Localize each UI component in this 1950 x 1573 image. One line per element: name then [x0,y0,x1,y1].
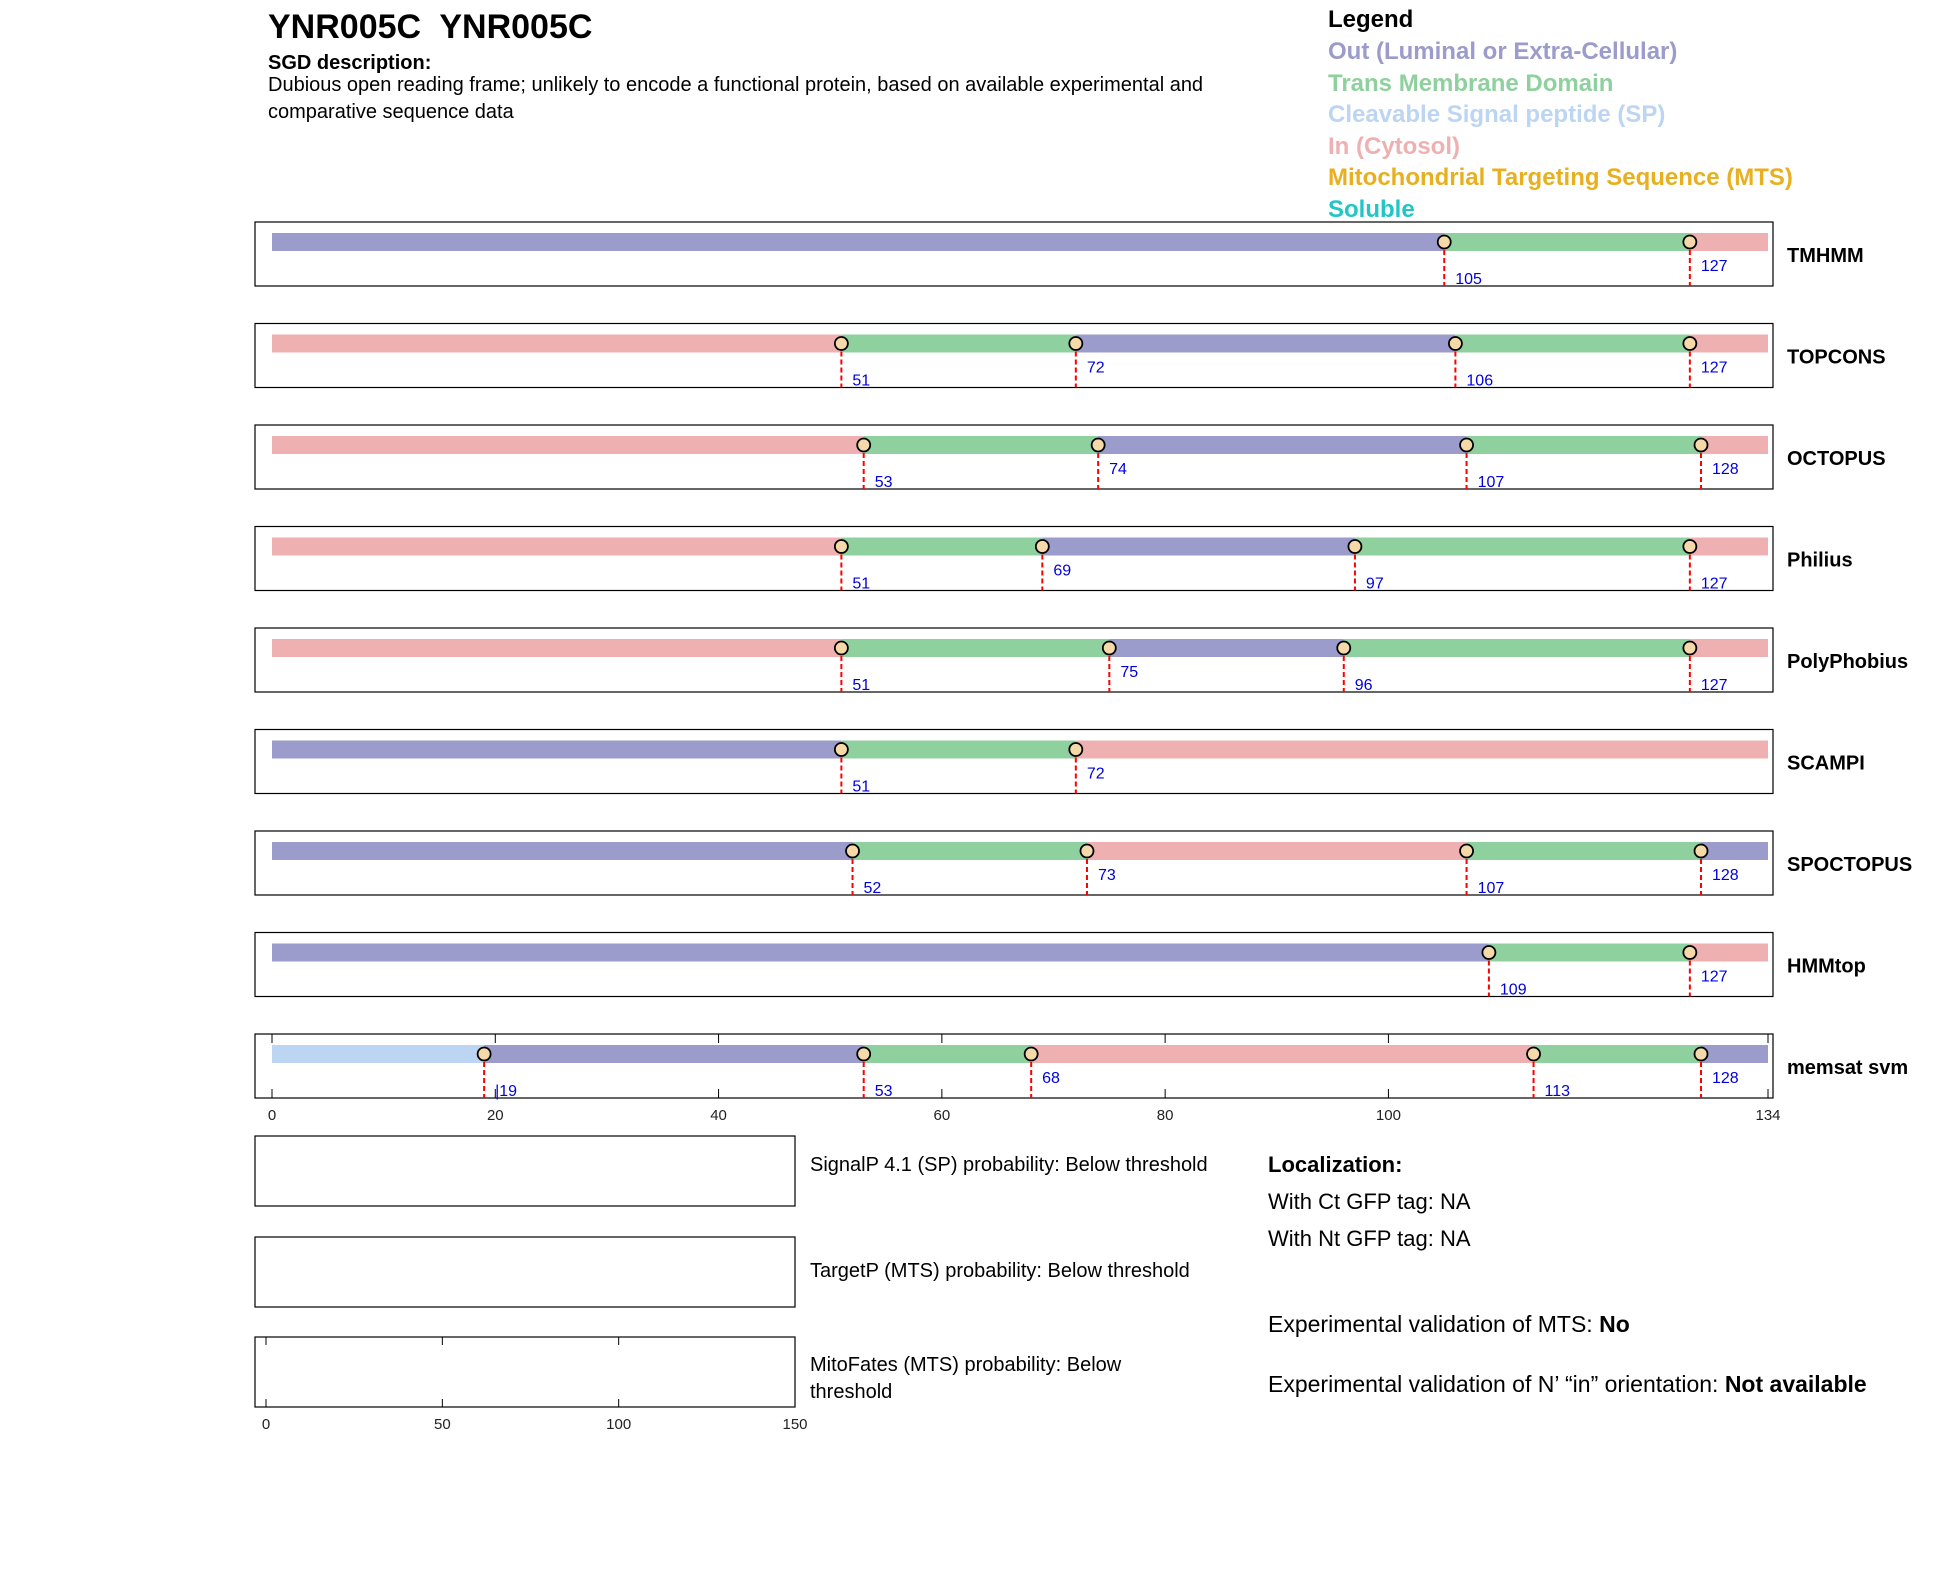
boundary-marker [1695,439,1708,452]
segment-in [1701,436,1768,454]
segment-tm [1467,436,1701,454]
exp-mts-line [1268,1308,1868,1340]
boundary-marker [1695,1048,1708,1061]
boundary-label: 68 [1042,1070,1060,1087]
boundary-label: 51 [852,575,871,593]
track-box-hmmtop [255,933,1773,997]
segment-in [1031,1045,1533,1063]
track-name-tmhmm: TMHMM [1787,245,1864,267]
legend-item-tm: Trans Membrane Domain [1328,69,1614,97]
track-name-spoctopus: SPOCTOPUS [1787,854,1913,876]
segment-in [1087,842,1467,860]
boundary-label: 53 [874,474,893,491]
track-box-tmhmm [255,222,1773,286]
boundary-label: 127 [1700,575,1728,593]
boundary-label: 109 [1499,981,1527,999]
boundary-marker [1527,1048,1540,1061]
boundary-label: 107 [1477,880,1505,897]
legend-title: Legend [1328,6,1414,33]
segment-tm [841,538,1042,556]
axis-tick-label: 60 [933,1107,951,1124]
segment-out [1076,335,1456,353]
boundary-marker [1695,845,1708,858]
segment-tm [1444,233,1690,251]
boundary-marker [478,1048,491,1061]
segment-tm [841,741,1075,759]
boundary-marker [1449,337,1462,350]
segment-in [272,538,841,556]
boundary-label: 127 [1700,359,1728,377]
boundary-marker [835,642,848,655]
boundary-label: 128 [1712,461,1739,478]
segment-tm [853,842,1087,860]
signalp-label: SignalP 4.1 (SP) probability: Below threshold [810,1154,1208,1176]
segment-out [272,741,841,759]
sgd-description-text: Dubious open reading frame; unlikely to encode a functional protein, based on available experimental and comparative sequence data [268,74,1204,123]
exp-orient-line [1268,1368,1868,1400]
segment-out [484,1045,864,1063]
track-box-scampi [255,730,1773,794]
boundary-marker [1438,236,1451,249]
segment-out [272,842,853,860]
prob-axis-tick-label: 150 [782,1416,808,1433]
boundary-label: 96 [1354,677,1373,694]
segment-in [1690,233,1768,251]
boundary-marker [1069,743,1082,756]
legend-item-in: In (Cytosol) [1328,132,1460,160]
boundary-marker [1348,540,1361,553]
segment-tm [841,639,1109,657]
boundary-label: 72 [1086,765,1105,783]
boundary-marker [1683,236,1696,249]
track-name-hmmtop: HMMtop [1787,955,1866,978]
axis-tick-label: 134 [1755,1107,1781,1124]
prob-axis-tick-label: 100 [606,1416,632,1433]
boundary-marker [857,1048,870,1061]
track-name-memsat-svm: memsat svm [1787,1057,1909,1079]
boundary-marker [1683,337,1696,350]
prob-panel-signalp [255,1136,795,1206]
segment-out [1098,436,1466,454]
boundary-label: 105 [1455,271,1482,288]
axis-tick-label: 40 [710,1107,727,1124]
exp-mts-value: No [1599,1311,1630,1337]
targetp-label: TargetP (MTS) probability: Below threshold [810,1260,1190,1282]
track-name-philius: Philius [1787,549,1853,572]
track-box-octopus [255,425,1773,489]
boundary-marker [1080,845,1093,858]
segment-out [1701,1045,1768,1063]
prob-panel-targetp [255,1237,795,1307]
segment-in [1690,639,1768,657]
exp-orient-value: Not available [1724,1371,1867,1397]
boundary-label: 51 [852,778,871,796]
localization-ct: With Ct GFP tag: NA [1268,1189,1471,1214]
prob-axis-tick-label: 0 [261,1416,271,1433]
exp-mts-prefix: Experimental validation of MTS: [1268,1311,1600,1337]
boundary-label: 51 [852,372,871,390]
segment-out [272,944,1489,962]
boundary-label: 127 [1700,677,1728,694]
axis-tick-label: 80 [1156,1107,1174,1124]
segment-in [272,436,864,454]
boundary-label: 113 [1544,1083,1571,1100]
boundary-label: 107 [1477,474,1505,491]
boundary-marker [835,743,848,756]
segment-tm [1534,1045,1701,1063]
boundary-marker [1683,540,1696,553]
page-title: YNR005C YNR005C [268,8,593,46]
legend-item-mts: Mitochondrial Targeting Sequence (MTS) [1328,164,1793,192]
prob-axis-tick-label: 50 [433,1416,451,1433]
boundary-marker [846,845,859,858]
boundary-label: 128 [1712,1070,1739,1087]
boundary-marker [1036,540,1049,553]
boundary-label: 75 [1120,664,1139,681]
axis-tick-label: 0 [267,1107,277,1124]
boundary-label: 51 [852,677,871,694]
boundary-marker [1337,642,1350,655]
segment-out [272,233,1444,251]
track-box-spoctopus [255,831,1773,895]
legend-item-soluble: Soluble [1328,195,1415,223]
boundary-label: 106 [1466,372,1494,390]
localization-nt: With Nt GFP tag: NA [1268,1226,1471,1251]
boundary-label: 127 [1700,968,1728,986]
track-box-topcons [255,324,1773,388]
boundary-label: 72 [1086,359,1105,377]
boundary-marker [1683,642,1696,655]
axis-tick-label: 20 [486,1107,504,1124]
segment-tm [1455,335,1689,353]
segment-out [1042,538,1355,556]
segment-in [1690,944,1768,962]
mitofates-label: MitoFates (MTS) probability: Below threshold [810,1354,1122,1403]
segment-in [272,335,841,353]
boundary-label: 127 [1700,258,1728,275]
track-name-scampi: SCAMPI [1787,752,1865,775]
prob-panel-mitofates [255,1337,795,1407]
boundary-marker [1460,439,1473,452]
segment-tm [841,335,1075,353]
boundary-marker [1482,946,1495,959]
boundary-marker [1103,642,1116,655]
segment-out [1701,842,1768,860]
boundary-label: 97 [1365,575,1384,593]
boundary-label: 74 [1109,461,1127,478]
boundary-label: 128 [1712,867,1739,884]
boundary-label: 73 [1097,867,1116,884]
boundary-marker [1683,946,1696,959]
segment-tm [1467,842,1701,860]
exp-orient-prefix: Experimental validation of N’ “in” orientation: [1268,1371,1725,1397]
segment-tm [1355,538,1690,556]
segment-in [1076,741,1768,759]
legend-item-sp: Cleavable Signal peptide (SP) [1328,101,1666,129]
segment-in [1690,538,1768,556]
boundary-marker [857,439,870,452]
boundary-marker [1069,337,1082,350]
segment-sp [272,1045,484,1063]
track-name-topcons: TOPCONS [1787,346,1886,369]
localization-title: Localization: [1268,1152,1403,1177]
boundary-marker [835,337,848,350]
segment-tm [1489,944,1690,962]
boundary-label: 52 [863,880,882,897]
track-name-polyphobius: PolyPhobius [1787,651,1909,673]
track-name-octopus: OCTOPUS [1787,448,1886,470]
segment-in [1690,335,1768,353]
sgd-description-label: SGD description: [268,52,432,74]
boundary-marker [835,540,848,553]
segment-tm [1344,639,1690,657]
boundary-marker [1460,845,1473,858]
boundary-label: 53 [874,1083,893,1100]
segment-tm [864,1045,1031,1063]
boundary-label: 69 [1053,562,1072,580]
segment-out [1109,639,1343,657]
segment-tm [864,436,1098,454]
segment-in [272,639,841,657]
track-box-philius [255,527,1773,591]
boundary-label: |19 [495,1083,518,1100]
boundary-marker [1092,439,1105,452]
track-box-polyphobius [255,628,1773,692]
legend-item-out: Out (Luminal or Extra-Cellular) [1328,38,1678,65]
axis-tick-label: 100 [1375,1107,1401,1124]
boundary-marker [1025,1048,1038,1061]
